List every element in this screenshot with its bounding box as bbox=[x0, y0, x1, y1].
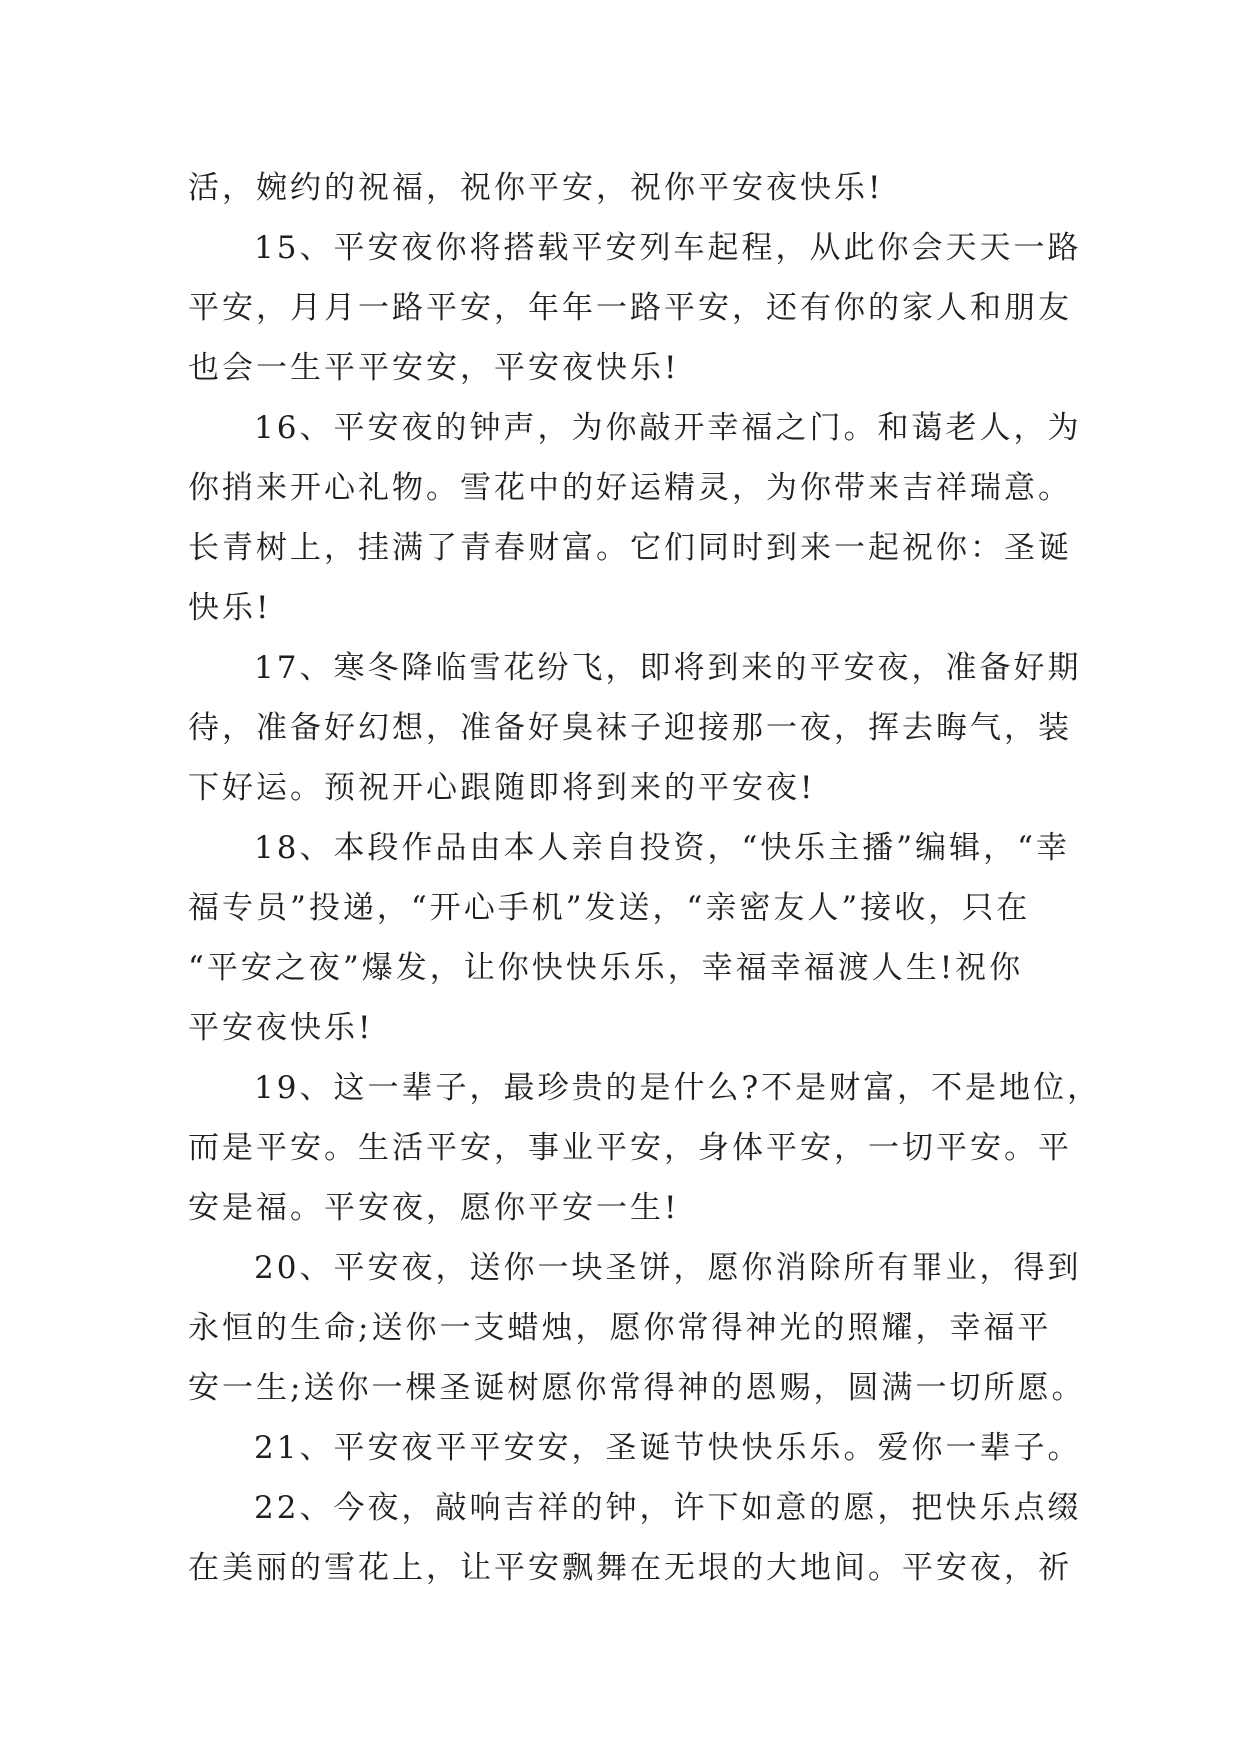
paragraph-continuation bbox=[188, 158, 1068, 218]
text-line: 21、平安夜平平安安，圣诞节快快乐乐。爱你一辈子。 bbox=[254, 1430, 1082, 1466]
paragraph-22 bbox=[188, 1478, 1082, 1598]
text-line: 永恒的生命;送你一支蜡烛，愿你常得神光的照耀，幸福平 bbox=[188, 1310, 1052, 1346]
paragraph-20 bbox=[188, 1238, 1086, 1418]
text-line: 19、这一辈子，最珍贵的是什么?不是财富，不是地位， bbox=[254, 1070, 1102, 1106]
text-line: 20、平安夜，送你一块圣饼，愿你消除所有罪业，得到 bbox=[254, 1250, 1082, 1286]
paragraph-17 bbox=[188, 638, 1082, 818]
paragraph-19 bbox=[188, 1058, 1102, 1238]
paragraph-16 bbox=[188, 398, 1082, 638]
text-line: 下好运。预祝开心跟随即将到来的平安夜! bbox=[188, 770, 816, 806]
text-line: 15、平安夜你将搭载平安列车起程，从此你会天天一路 bbox=[254, 230, 1082, 266]
text-line: 安是福。平安夜，愿你平安一生! bbox=[188, 1190, 680, 1226]
paragraph-21 bbox=[188, 1418, 1082, 1478]
text-line: 18、本段作品由本人亲自投资，“快乐主播”编辑，“幸 bbox=[254, 830, 1070, 866]
text-line: 长青树上，挂满了青春财富。它们同时到来一起祝你：圣诞 bbox=[188, 530, 1072, 566]
text-line: 活，婉约的祝福，祝你平安，祝你平安夜快乐! bbox=[188, 170, 884, 206]
text-line: 而是平安。生活平安，事业平安，身体平安，一切平安。平 bbox=[188, 1130, 1072, 1166]
text-line: 22、今夜，敲响吉祥的钟，许下如意的愿，把快乐点缀 bbox=[254, 1490, 1082, 1526]
text-line: 平安，月月一路平安，年年一路平安，还有你的家人和朋友 bbox=[188, 290, 1072, 326]
text-line: 快乐! bbox=[188, 590, 272, 626]
text-line: 安一生;送你一棵圣诞树愿你常得神的恩赐，圆满一切所愿。 bbox=[188, 1370, 1086, 1406]
paragraph-15 bbox=[188, 218, 1082, 398]
text-line: 16、平安夜的钟声，为你敲开幸福之门。和蔼老人，为 bbox=[254, 410, 1082, 446]
document-body bbox=[188, 158, 1102, 1598]
paragraph-18 bbox=[188, 818, 1068, 1058]
text-line: 17、寒冬降临雪花纷飞，即将到来的平安夜，准备好期 bbox=[254, 650, 1082, 686]
text-line: 也会一生平平安安，平安夜快乐! bbox=[188, 350, 680, 386]
text-line: 平安夜快乐! bbox=[188, 1010, 374, 1046]
text-line: 福专员”投递，“开心手机”发送，“亲密友人”接收，只在 bbox=[188, 890, 1031, 926]
text-line: “平安之夜”爆发，让你快快乐乐，幸福幸福渡人生!祝你 bbox=[188, 950, 1024, 986]
text-line: 你捎来开心礼物。雪花中的好运精灵，为你带来吉祥瑞意。 bbox=[188, 470, 1072, 506]
text-line: 待，准备好幻想，准备好臭袜子迎接那一夜，挥去晦气，装 bbox=[188, 710, 1072, 746]
text-line: 在美丽的雪花上，让平安飘舞在无垠的大地间。平安夜，祈 bbox=[188, 1550, 1072, 1586]
